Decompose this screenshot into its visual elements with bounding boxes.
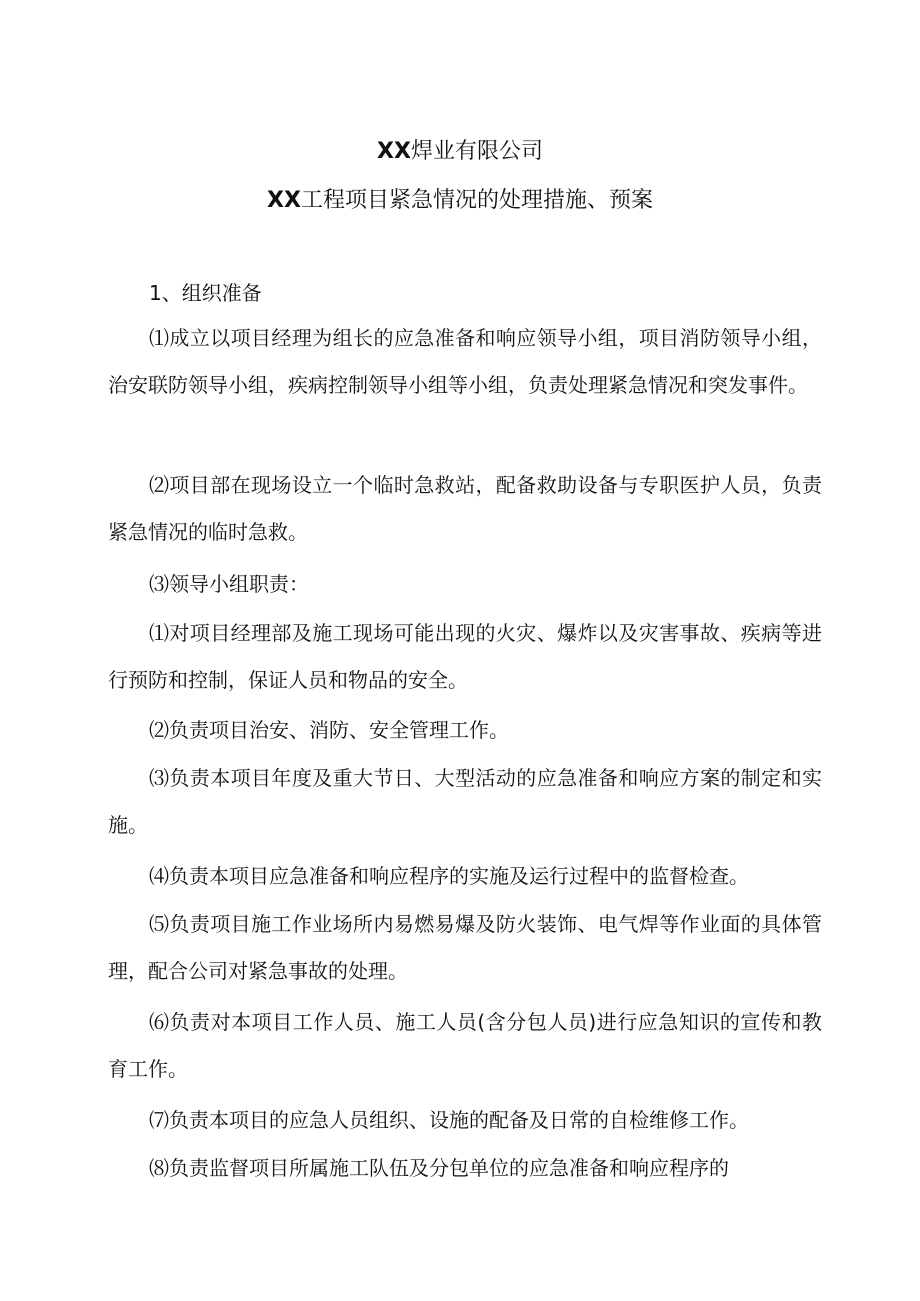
document-title-prefix: XX: [267, 188, 301, 213]
paragraph-4: ⑴对项目经理部及施工现场可能出现的火灾、爆炸以及灾害事故、疾病等进行预防和控制，保证人员和物品的安全。: [108, 621, 822, 692]
company-title-text: 焊业有限公司: [410, 139, 543, 164]
paragraph-2: ⑵项目部在现场设立一个临时急救站，配备救助设备与专职医护人员，负责紧急情况的临时急救。: [108, 473, 822, 544]
company-title-prefix: XX: [377, 139, 411, 164]
paragraph-11: ⑻负责监督项目所属施工队伍及分包单位的应急准备和响应程序的: [149, 1156, 729, 1180]
paragraph-9: ⑹负责对本项目工作人员、施工人员(含分包人员)进行应急知识的宣传和教育工作。: [108, 1010, 822, 1081]
paragraph-6: ⑶负责本项目年度及重大节日、大型活动的应急准备和响应方案的制定和实施。: [108, 766, 822, 837]
section-heading: 1、组织准备: [149, 281, 262, 305]
document-title-text: 工程项目紧急情况的处理措施、预案: [300, 188, 653, 213]
paragraph-8: ⑸负责项目施工作业场所内易燃易爆及防火装饰、电气焊等作业面的具体管理，配合公司对紧急事故的处理。: [108, 912, 822, 983]
paragraph-10: ⑺负责本项目的应急人员组织、设施的配备及日常的自检维修工作。: [149, 1108, 749, 1132]
paragraph-1: ⑴成立以项目经理为组长的应急准备和响应领导小组，项目消防领导小组，治安联防领导小组，疾病控制领导小组等小组，负责处理紧急情况和突发事件。: [108, 326, 822, 397]
paragraph-7: ⑷负责本项目应急准备和响应程序的实施及运行过程中的监督检查。: [149, 864, 749, 888]
paragraph-5: ⑵负责项目治安、消防、安全管理工作。: [149, 718, 509, 742]
paragraph-3: ⑶领导小组职责：: [149, 572, 309, 596]
document-title: [0, 186, 920, 216]
company-title: [0, 137, 920, 167]
